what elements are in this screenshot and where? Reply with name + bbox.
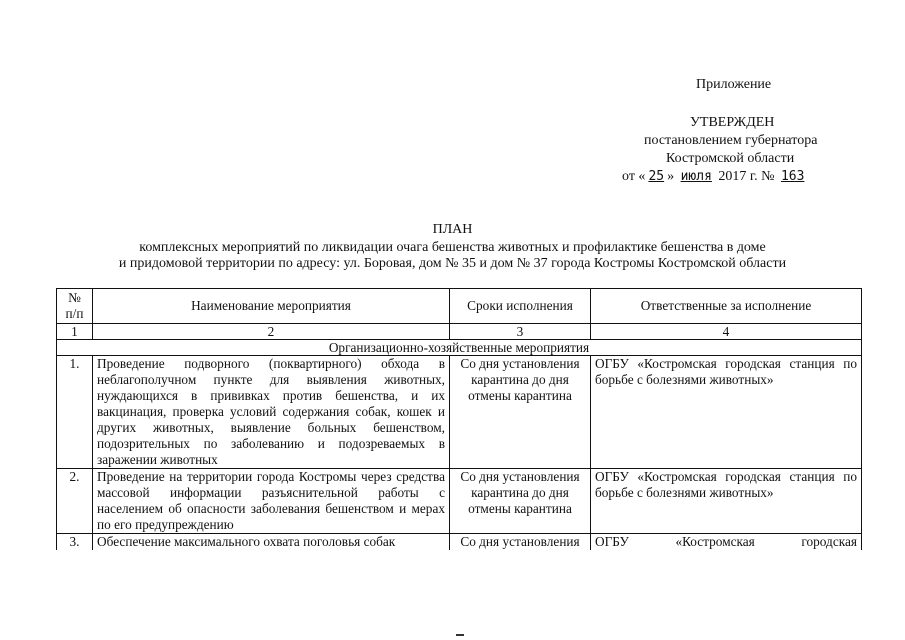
row-activity: Обеспечение максимального охвата поголовья собак (93, 534, 450, 551)
date-month: июля (680, 169, 712, 184)
section-title: Организационно-хозяйственные мероприятия (57, 340, 862, 356)
column-number-2: 2 (93, 324, 450, 340)
date-year: 2017 г. № (718, 169, 775, 184)
row-number: 1. (57, 356, 93, 469)
date-number: 163 (780, 169, 805, 184)
approved-by-line1: постановлением губернатора (644, 133, 818, 148)
column-numbers-row (57, 324, 862, 340)
row-activity: Проведение подворного (поквартирного) обхода в неблагополучном пункте для выявления животных, нуждающихся в прививках против бешенства, и их вакцинация, проверка условий содержания собак, кошек и других животных, выявление больных бешенством, подозрительных по заболеванию и подозреваемых в заражении животных (93, 356, 450, 469)
table-row (57, 534, 862, 551)
row-number: 2. (57, 469, 93, 534)
page-number-mark (456, 634, 464, 636)
date-prefix: от « (622, 169, 646, 184)
row-number: 3. (57, 534, 93, 551)
header-responsible: Ответственные за исполнение (591, 289, 862, 324)
row-terms: Со дня установления карантина до дня отмены карантина (450, 469, 591, 534)
row-responsible: ОГБУ «Костромская городская станция по борьбе с болезнями животных» (591, 469, 862, 534)
approved-by-line2: Костромской области (666, 151, 795, 166)
column-number-1: 1 (57, 324, 93, 340)
approved-label: УТВЕРЖДЕН (690, 115, 775, 130)
section-row (57, 340, 862, 356)
row-responsible: ОГБУ «Костромская городская станция по борьбе с болезнями животных» (591, 356, 862, 469)
plan-table (56, 288, 862, 550)
document-subtitle-line1: комплексных мероприятий по ликвидации очага бешенства животных и профилактике бешенства в доме (139, 240, 766, 255)
table-row (57, 469, 862, 534)
document-heading (0, 222, 905, 272)
table-header-row (57, 289, 862, 324)
row-activity: Проведение на территории города Костромы через средства массовой информации разъяснительной работы с населением об опасности заболевания бешенством и мерах по его предупреждению (93, 469, 450, 534)
row-terms: Со дня установления карантина до дня отмены карантина (450, 356, 591, 469)
appendix-label: Приложение (696, 77, 772, 92)
header-num-line1: № (68, 290, 81, 305)
column-number-3: 3 (450, 324, 591, 340)
header-terms: Сроки исполнения (450, 289, 591, 324)
table-row (57, 356, 862, 469)
date-mid: » (667, 169, 675, 184)
row-responsible: ОГБУ «Костромская городская (591, 534, 862, 551)
document-subtitle-line2: и придомовой территории по адресу: ул. Боровая, дом № 35 и дом № 37 города Костромы Костромской области (118, 256, 787, 271)
header-name: Наименование мероприятия (93, 289, 450, 324)
approval-date-line (622, 168, 807, 186)
column-number-4: 4 (591, 324, 862, 340)
date-day: 25 (648, 169, 665, 184)
row-terms: Со дня установления (450, 534, 591, 551)
document-title: ПЛАН (432, 222, 473, 237)
header-num-line2: п/п (65, 306, 84, 321)
header-num (57, 289, 93, 324)
